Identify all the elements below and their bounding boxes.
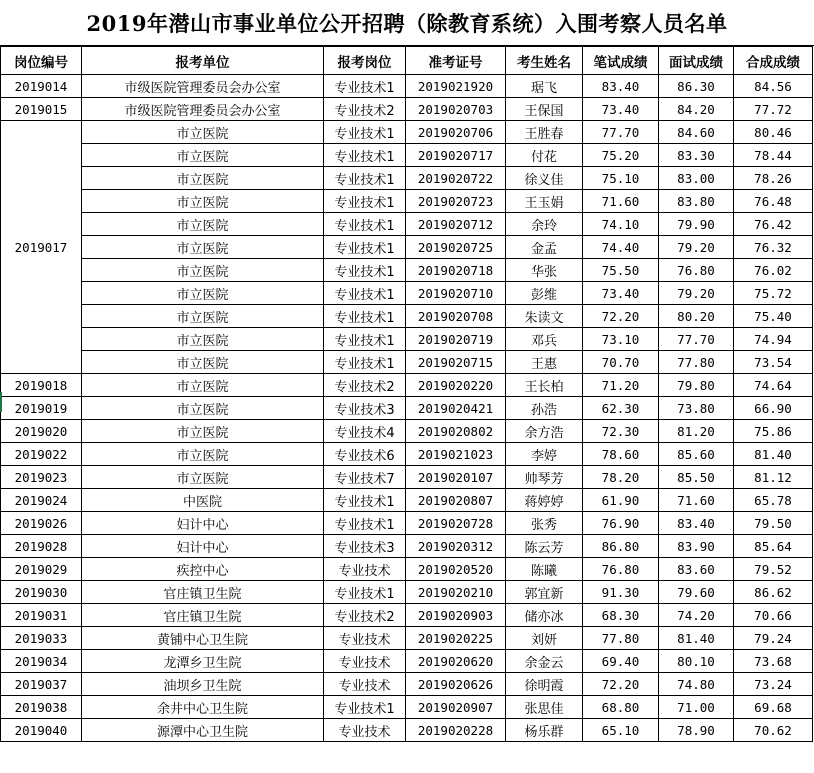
header-post-id[interactable]: 岗位编号 [1, 47, 82, 75]
cell-name[interactable]: 余金云 [506, 650, 583, 673]
cell-total-score[interactable]: 86.62 [734, 581, 813, 604]
cell-name[interactable]: 王惠 [506, 351, 583, 374]
cell-unit[interactable]: 市立医院 [82, 236, 324, 259]
table-row [1, 535, 813, 558]
cell-interview-score[interactable]: 83.30 [659, 144, 734, 167]
cell-position[interactable]: 专业技术 [324, 650, 406, 673]
table-row [1, 512, 813, 535]
cell-total-score[interactable]: 70.66 [734, 604, 813, 627]
cell-name[interactable]: 彭维 [506, 282, 583, 305]
table-row [1, 397, 813, 420]
cell-interview-score[interactable]: 84.60 [659, 121, 734, 144]
cell-post-id[interactable]: 2019014 [1, 75, 82, 98]
cell-position[interactable]: 专业技术6 [324, 443, 406, 466]
cell-written-score[interactable]: 73.40 [583, 98, 659, 121]
cell-position[interactable]: 专业技术2 [324, 374, 406, 397]
cell-post-id[interactable]: 2019037 [1, 673, 82, 696]
cell-exam-no[interactable]: 2019020715 [406, 351, 506, 374]
cell-interview-score[interactable]: 77.80 [659, 351, 734, 374]
cell-written-score[interactable]: 72.30 [583, 420, 659, 443]
cell-name[interactable]: 王胜春 [506, 121, 583, 144]
cell-exam-no[interactable]: 2019020725 [406, 236, 506, 259]
cell-unit[interactable]: 黄铺中心卫生院 [82, 627, 324, 650]
table-row [1, 696, 813, 719]
cell-position[interactable]: 专业技术1 [324, 696, 406, 719]
cell-unit[interactable]: 油坝乡卫生院 [82, 673, 324, 696]
cell-post-id[interactable]: 2019024 [1, 489, 82, 512]
cell-unit[interactable]: 官庄镇卫生院 [82, 604, 324, 627]
cell-written-score[interactable]: 73.40 [583, 282, 659, 305]
cell-interview-score[interactable]: 83.80 [659, 190, 734, 213]
cell-name[interactable]: 余玲 [506, 213, 583, 236]
cell-exam-no[interactable]: 2019020728 [406, 512, 506, 535]
cell-position[interactable]: 专业技术1 [324, 167, 406, 190]
header-name[interactable]: 考生姓名 [506, 47, 583, 75]
cell-position[interactable]: 专业技术1 [324, 236, 406, 259]
cell-written-score[interactable]: 73.10 [583, 328, 659, 351]
cell-exam-no[interactable]: 2019020312 [406, 535, 506, 558]
cell-post-id[interactable]: 2019026 [1, 512, 82, 535]
cell-total-score[interactable]: 76.32 [734, 236, 813, 259]
cell-total-score[interactable]: 79.52 [734, 558, 813, 581]
cell-post-id[interactable]: 2019015 [1, 98, 82, 121]
cell-exam-no[interactable]: 2019020107 [406, 466, 506, 489]
cell-position[interactable]: 专业技术2 [324, 98, 406, 121]
cell-name[interactable]: 徐义佳 [506, 167, 583, 190]
cell-interview-score[interactable]: 73.80 [659, 397, 734, 420]
cell-post-id[interactable]: 2019019 [1, 397, 82, 420]
cell-unit[interactable]: 市立医院 [82, 282, 324, 305]
cell-position[interactable]: 专业技术1 [324, 190, 406, 213]
cell-post-id[interactable]: 2019017 [1, 121, 82, 374]
cell-unit[interactable]: 市级医院管理委员会办公室 [82, 98, 324, 121]
cell-name[interactable]: 邓兵 [506, 328, 583, 351]
cell-name[interactable]: 陈曦 [506, 558, 583, 581]
cell-interview-score[interactable]: 80.20 [659, 305, 734, 328]
cell-position[interactable]: 专业技术3 [324, 535, 406, 558]
table-row [1, 282, 813, 305]
table-row [1, 328, 813, 351]
table-row [1, 466, 813, 489]
cell-exam-no[interactable]: 2019020723 [406, 190, 506, 213]
cell-unit[interactable]: 龙潭乡卫生院 [82, 650, 324, 673]
cell-position[interactable]: 专业技术 [324, 558, 406, 581]
cell-interview-score[interactable]: 80.10 [659, 650, 734, 673]
cell-interview-score[interactable]: 79.20 [659, 282, 734, 305]
cell-unit[interactable]: 余井中心卫生院 [82, 696, 324, 719]
cell-unit[interactable]: 市立医院 [82, 121, 324, 144]
cell-total-score[interactable]: 78.26 [734, 167, 813, 190]
cell-exam-no[interactable]: 2019021920 [406, 75, 506, 98]
cell-written-score[interactable]: 77.80 [583, 627, 659, 650]
cell-written-score[interactable]: 70.70 [583, 351, 659, 374]
cell-position[interactable]: 专业技术1 [324, 351, 406, 374]
candidate-table [0, 46, 813, 742]
cell-name[interactable]: 孙浩 [506, 397, 583, 420]
cell-exam-no[interactable]: 2019020421 [406, 397, 506, 420]
cell-total-score[interactable]: 74.94 [734, 328, 813, 351]
cell-written-score[interactable]: 68.30 [583, 604, 659, 627]
cell-position[interactable]: 专业技术1 [324, 305, 406, 328]
cell-interview-score[interactable]: 74.20 [659, 604, 734, 627]
cell-unit[interactable]: 市立医院 [82, 167, 324, 190]
cell-interview-score[interactable]: 83.00 [659, 167, 734, 190]
cell-exam-no[interactable]: 2019020903 [406, 604, 506, 627]
cell-name[interactable]: 杨乐群 [506, 719, 583, 742]
cell-unit[interactable]: 妇计中心 [82, 512, 324, 535]
table-row [1, 719, 813, 742]
table-row [1, 489, 813, 512]
cell-total-score[interactable]: 76.48 [734, 190, 813, 213]
cell-name[interactable]: 张秀 [506, 512, 583, 535]
cell-interview-score[interactable]: 78.90 [659, 719, 734, 742]
cell-interview-score[interactable]: 71.00 [659, 696, 734, 719]
cell-unit[interactable]: 疾控中心 [82, 558, 324, 581]
table-row [1, 374, 813, 397]
cell-total-score[interactable]: 84.56 [734, 75, 813, 98]
header-position[interactable]: 报考岗位 [324, 47, 406, 75]
cell-exam-no[interactable]: 2019020708 [406, 305, 506, 328]
cell-total-score[interactable]: 77.72 [734, 98, 813, 121]
cell-exam-no[interactable]: 2019020520 [406, 558, 506, 581]
cell-written-score[interactable]: 76.80 [583, 558, 659, 581]
cell-unit[interactable]: 官庄镇卫生院 [82, 581, 324, 604]
cell-written-score[interactable]: 68.80 [583, 696, 659, 719]
cell-exam-no[interactable]: 2019020620 [406, 650, 506, 673]
cell-position[interactable]: 专业技术1 [324, 581, 406, 604]
cell-total-score[interactable]: 65.78 [734, 489, 813, 512]
cell-post-id[interactable]: 2019040 [1, 719, 82, 742]
cell-unit[interactable]: 源潭中心卫生院 [82, 719, 324, 742]
cell-unit[interactable]: 妇计中心 [82, 535, 324, 558]
cell-total-score[interactable]: 73.54 [734, 351, 813, 374]
cell-written-score[interactable]: 83.40 [583, 75, 659, 98]
cell-name[interactable]: 蒋婷婷 [506, 489, 583, 512]
cell-position[interactable]: 专业技术1 [324, 512, 406, 535]
cell-unit[interactable]: 市立医院 [82, 259, 324, 282]
cell-interview-score[interactable]: 71.60 [659, 489, 734, 512]
cell-total-score[interactable]: 79.50 [734, 512, 813, 535]
cell-interview-score[interactable]: 84.20 [659, 98, 734, 121]
table-row [1, 420, 813, 443]
cell-written-score[interactable]: 62.30 [583, 397, 659, 420]
cell-written-score[interactable]: 86.80 [583, 535, 659, 558]
cell-post-id[interactable]: 2019034 [1, 650, 82, 673]
cell-interview-score[interactable]: 85.60 [659, 443, 734, 466]
cell-post-id[interactable]: 2019018 [1, 374, 82, 397]
cell-exam-no[interactable]: 2019020220 [406, 374, 506, 397]
cell-position[interactable]: 专业技术 [324, 627, 406, 650]
cell-name[interactable]: 张思佳 [506, 696, 583, 719]
cell-total-score[interactable]: 81.40 [734, 443, 813, 466]
cell-position[interactable]: 专业技术1 [324, 213, 406, 236]
cell-exam-no[interactable]: 2019021023 [406, 443, 506, 466]
cell-position[interactable]: 专业技术2 [324, 604, 406, 627]
cell-written-score[interactable]: 77.70 [583, 121, 659, 144]
header-row [1, 47, 813, 75]
cell-written-score[interactable]: 74.10 [583, 213, 659, 236]
cell-position[interactable]: 专业技术1 [324, 282, 406, 305]
cell-name[interactable]: 王玉娟 [506, 190, 583, 213]
cell-total-score[interactable]: 75.72 [734, 282, 813, 305]
cell-written-score[interactable]: 75.20 [583, 144, 659, 167]
cell-position[interactable]: 专业技术 [324, 673, 406, 696]
cell-interview-score[interactable]: 81.20 [659, 420, 734, 443]
cell-position[interactable]: 专业技术1 [324, 489, 406, 512]
table-row [1, 650, 813, 673]
cell-total-score[interactable]: 66.90 [734, 397, 813, 420]
cell-written-score[interactable]: 71.20 [583, 374, 659, 397]
cell-unit[interactable]: 市立医院 [82, 190, 324, 213]
cell-name[interactable]: 刘妍 [506, 627, 583, 650]
row-selection-marker [0, 392, 2, 412]
cell-unit[interactable]: 市立医院 [82, 443, 324, 466]
cell-name[interactable]: 王保国 [506, 98, 583, 121]
cell-exam-no[interactable]: 2019020210 [406, 581, 506, 604]
cell-written-score[interactable]: 78.20 [583, 466, 659, 489]
cell-total-score[interactable]: 81.12 [734, 466, 813, 489]
table-row [1, 121, 813, 144]
cell-interview-score[interactable]: 74.80 [659, 673, 734, 696]
cell-exam-no[interactable]: 2019020719 [406, 328, 506, 351]
header-unit[interactable]: 报考单位 [82, 47, 324, 75]
table-row [1, 190, 813, 213]
cell-post-id[interactable]: 2019033 [1, 627, 82, 650]
cell-written-score[interactable]: 74.40 [583, 236, 659, 259]
cell-name[interactable]: 储亦冰 [506, 604, 583, 627]
cell-written-score[interactable]: 72.20 [583, 305, 659, 328]
cell-name[interactable]: 徐明霞 [506, 673, 583, 696]
cell-exam-no[interactable]: 2019020710 [406, 282, 506, 305]
cell-name[interactable]: 朱读文 [506, 305, 583, 328]
cell-position[interactable]: 专业技术1 [324, 144, 406, 167]
cell-unit[interactable]: 市立医院 [82, 420, 324, 443]
cell-interview-score[interactable]: 79.80 [659, 374, 734, 397]
table-row [1, 604, 813, 627]
cell-unit[interactable]: 中医院 [82, 489, 324, 512]
cell-exam-no[interactable]: 2019020225 [406, 627, 506, 650]
cell-name[interactable]: 余方浩 [506, 420, 583, 443]
cell-position[interactable]: 专业技术3 [324, 397, 406, 420]
cell-interview-score[interactable]: 83.90 [659, 535, 734, 558]
cell-name[interactable]: 郭宜新 [506, 581, 583, 604]
cell-post-id[interactable]: 2019038 [1, 696, 82, 719]
cell-written-score[interactable]: 71.60 [583, 190, 659, 213]
cell-written-score[interactable]: 78.60 [583, 443, 659, 466]
cell-post-id[interactable]: 2019029 [1, 558, 82, 581]
table-row [1, 75, 813, 98]
table-body [1, 75, 813, 742]
cell-unit[interactable]: 市立医院 [82, 351, 324, 374]
cell-interview-score[interactable]: 79.90 [659, 213, 734, 236]
cell-written-score[interactable]: 75.50 [583, 259, 659, 282]
table-row [1, 443, 813, 466]
cell-total-score[interactable]: 74.64 [734, 374, 813, 397]
cell-total-score[interactable]: 69.68 [734, 696, 813, 719]
cell-total-score[interactable]: 76.02 [734, 259, 813, 282]
table-row [1, 98, 813, 121]
cell-post-id[interactable]: 2019028 [1, 535, 82, 558]
table-row [1, 627, 813, 650]
table-row [1, 558, 813, 581]
table-row [1, 581, 813, 604]
cell-written-score[interactable]: 75.10 [583, 167, 659, 190]
cell-name[interactable]: 帅琴芳 [506, 466, 583, 489]
cell-interview-score[interactable]: 85.50 [659, 466, 734, 489]
cell-position[interactable]: 专业技术4 [324, 420, 406, 443]
cell-post-id[interactable]: 2019023 [1, 466, 82, 489]
cell-name[interactable]: 陈云芳 [506, 535, 583, 558]
cell-exam-no[interactable]: 2019020722 [406, 167, 506, 190]
cell-exam-no[interactable]: 2019020228 [406, 719, 506, 742]
table-row [1, 305, 813, 328]
cell-unit[interactable]: 市立医院 [82, 374, 324, 397]
page-title: 2019年潜山市事业单位公开招聘（除教育系统）入围考察人员名单 [86, 11, 728, 36]
cell-exam-no[interactable]: 2019020712 [406, 213, 506, 236]
table-row [1, 144, 813, 167]
cell-exam-no[interactable]: 2019020718 [406, 259, 506, 282]
cell-total-score[interactable]: 79.24 [734, 627, 813, 650]
cell-written-score[interactable]: 91.30 [583, 581, 659, 604]
cell-unit[interactable]: 市立医院 [82, 213, 324, 236]
cell-written-score[interactable]: 72.20 [583, 673, 659, 696]
cell-unit[interactable]: 市立医院 [82, 397, 324, 420]
cell-total-score[interactable]: 73.68 [734, 650, 813, 673]
cell-exam-no[interactable]: 2019020706 [406, 121, 506, 144]
cell-interview-score[interactable]: 76.80 [659, 259, 734, 282]
cell-total-score[interactable]: 85.64 [734, 535, 813, 558]
cell-post-id[interactable]: 2019022 [1, 443, 82, 466]
table-row [1, 167, 813, 190]
table-row [1, 673, 813, 696]
cell-interview-score[interactable]: 79.20 [659, 236, 734, 259]
cell-position[interactable]: 专业技术7 [324, 466, 406, 489]
cell-interview-score[interactable]: 83.60 [659, 558, 734, 581]
cell-written-score[interactable]: 61.90 [583, 489, 659, 512]
cell-total-score[interactable]: 73.24 [734, 673, 813, 696]
cell-name[interactable]: 琚飞 [506, 75, 583, 98]
cell-name[interactable]: 华张 [506, 259, 583, 282]
cell-written-score[interactable]: 76.90 [583, 512, 659, 535]
cell-exam-no[interactable]: 2019020626 [406, 673, 506, 696]
cell-name[interactable]: 金孟 [506, 236, 583, 259]
table-row [1, 351, 813, 374]
cell-name[interactable]: 李婷 [506, 443, 583, 466]
header-exam-no[interactable]: 准考证号 [406, 47, 506, 75]
table-row [1, 236, 813, 259]
cell-total-score[interactable]: 75.40 [734, 305, 813, 328]
cell-post-id[interactable]: 2019030 [1, 581, 82, 604]
cell-exam-no[interactable]: 2019020802 [406, 420, 506, 443]
cell-position[interactable]: 专业技术1 [324, 121, 406, 144]
cell-exam-no[interactable]: 2019020807 [406, 489, 506, 512]
cell-position[interactable]: 专业技术 [324, 719, 406, 742]
cell-name[interactable]: 付花 [506, 144, 583, 167]
cell-unit[interactable]: 市立医院 [82, 328, 324, 351]
cell-exam-no[interactable]: 2019020907 [406, 696, 506, 719]
cell-total-score[interactable]: 75.86 [734, 420, 813, 443]
cell-position[interactable]: 专业技术1 [324, 328, 406, 351]
cell-post-id[interactable]: 2019020 [1, 420, 82, 443]
cell-unit[interactable]: 市立医院 [82, 466, 324, 489]
cell-exam-no[interactable]: 2019020717 [406, 144, 506, 167]
header-interview-score[interactable]: 面试成绩 [659, 47, 734, 75]
header-written-score[interactable]: 笔试成绩 [583, 47, 659, 75]
cell-post-id[interactable]: 2019031 [1, 604, 82, 627]
cell-interview-score[interactable]: 81.40 [659, 627, 734, 650]
header-total-score[interactable]: 合成成绩 [734, 47, 813, 75]
cell-name[interactable]: 王长柏 [506, 374, 583, 397]
cell-written-score[interactable]: 69.40 [583, 650, 659, 673]
cell-interview-score[interactable]: 79.60 [659, 581, 734, 604]
cell-interview-score[interactable]: 86.30 [659, 75, 734, 98]
table-row [1, 259, 813, 282]
cell-unit[interactable]: 市立医院 [82, 305, 324, 328]
cell-position[interactable]: 专业技术1 [324, 75, 406, 98]
cell-total-score[interactable]: 70.62 [734, 719, 813, 742]
cell-exam-no[interactable]: 2019020703 [406, 98, 506, 121]
cell-total-score[interactable]: 78.44 [734, 144, 813, 167]
cell-written-score[interactable]: 65.10 [583, 719, 659, 742]
cell-interview-score[interactable]: 83.40 [659, 512, 734, 535]
cell-interview-score[interactable]: 77.70 [659, 328, 734, 351]
cell-total-score[interactable]: 76.42 [734, 213, 813, 236]
cell-unit[interactable]: 市立医院 [82, 144, 324, 167]
cell-total-score[interactable]: 80.46 [734, 121, 813, 144]
cell-unit[interactable]: 市级医院管理委员会办公室 [82, 75, 324, 98]
table-row [1, 213, 813, 236]
cell-position[interactable]: 专业技术1 [324, 259, 406, 282]
